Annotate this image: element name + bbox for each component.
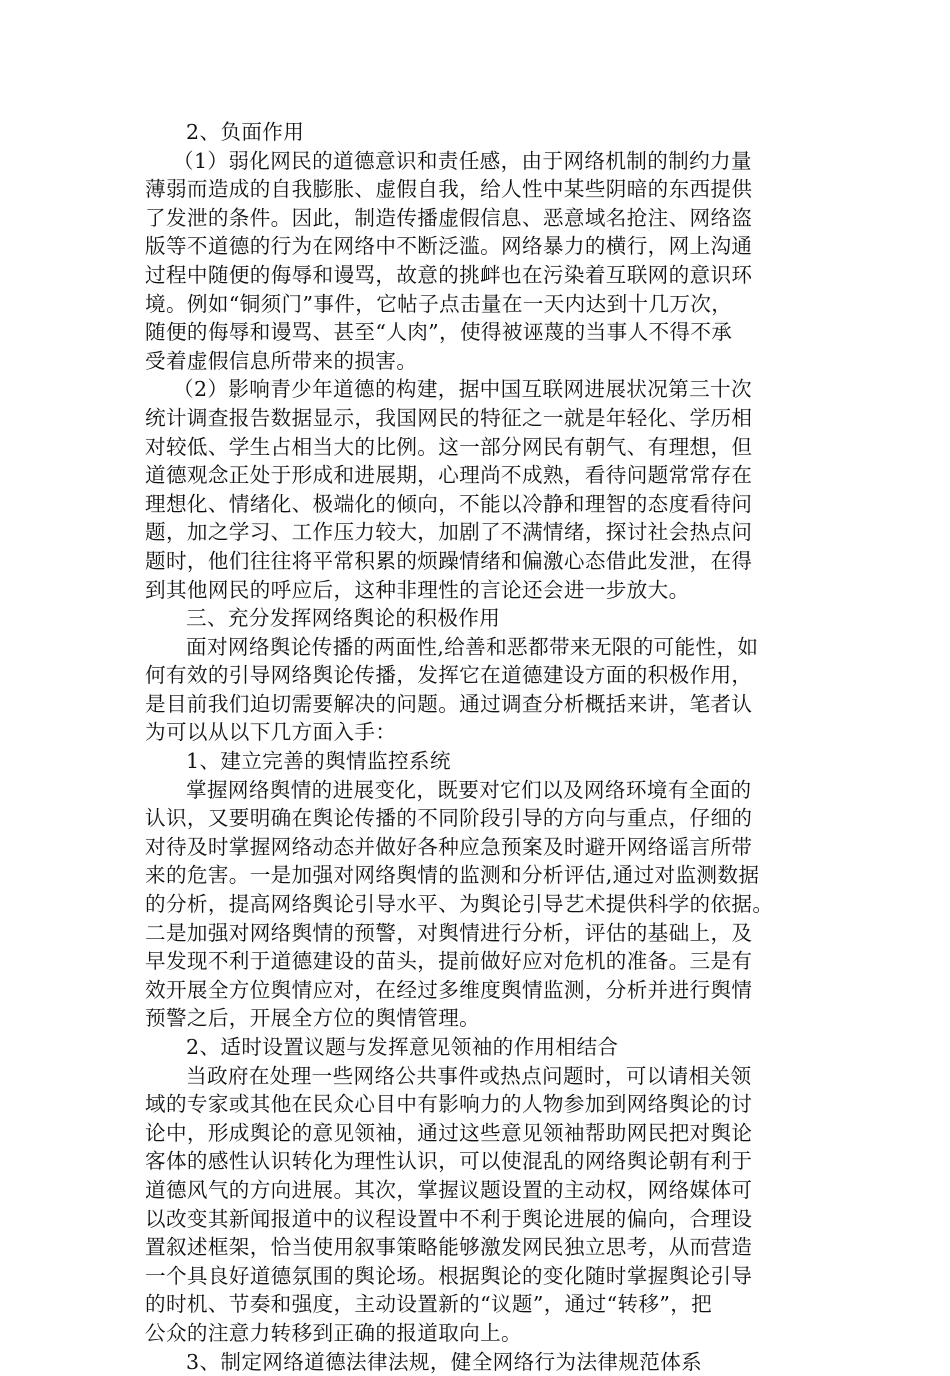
text-line: 过程中随便的侮辱和谩骂，故意的挑衅也在污染着互联网的意识环 — [145, 262, 753, 287]
text-line: 了发泄的条件。因此，制造传播虚假信息、恶意域名抢注、网络盗 — [145, 205, 753, 230]
text-line: 统计调查报告数据显示，我国网民的特征之一就是年轻化、学历相 — [145, 405, 753, 430]
text-line: 当政府在处理一些网络公共事件或热点问题时，可以请相关领 — [186, 1063, 752, 1088]
text-line: 效开展全方位舆情应对，在经过多维度舆情监测，分析并进行舆情 — [145, 977, 753, 1002]
text-line: 掌握网络舆情的进展变化，既要对它们以及网络环境有全面的 — [186, 777, 752, 802]
text-line: 公众的注意力转移到正确的报道取向上。 — [145, 1320, 522, 1345]
text-line: 随便的侮辱和谩骂、甚至“人肉”，使得被诬蔑的当事人不得不承 — [145, 320, 733, 345]
text-line: 一个具良好道德氛围的舆论场。根据舆论的变化随时掌握舆论引导 — [145, 1263, 753, 1288]
text-line: 2、适时设置议题与发挥意见领袖的作用相结合 — [186, 1035, 619, 1059]
text-line: 的分析，提高网络舆论引导水平、为舆论引导艺术提供科学的依据。 — [145, 892, 774, 917]
text-line: （1）弱化网民的道德意识和责任感，由于网络机制的制约力量 — [173, 148, 752, 173]
text-line: 薄弱而造成的自我膨胀、虚假自我，给人性中某些阴暗的东西提供 — [145, 177, 753, 202]
text-line: 认识，又要明确在舆论传播的不同阶段引导的方向与重点，仔细的 — [145, 806, 753, 831]
text-line: 置叙述框架，恰当使用叙事策略能够激发网民独立思考，从而营造 — [145, 1235, 753, 1260]
text-line: 为可以从以下几方面入手： — [145, 720, 397, 745]
text-line: 早发现不利于道德建设的苗头，提前做好应对危机的准备。三是有 — [145, 949, 753, 974]
text-line: 三、充分发挥网络舆论的积极作用 — [186, 606, 501, 631]
text-line: 3、制定网络道德法律法规，健全网络行为法律规范体系 — [186, 1349, 703, 1374]
text-line: 道德观念正处于形成和进展期，心理尚不成熟，看待问题常常存在 — [145, 463, 753, 488]
text-line: 1、建立完善的舆情监控系统 — [186, 749, 451, 774]
body-text — [145, 118, 810, 1376]
text-line: 何有效的引导网络舆论传播，发挥它在道德建设方面的积极作用， — [145, 663, 753, 688]
text-line: 以改变其新闻报道中的议程设置中不利于舆论进展的偏向，合理设 — [145, 1206, 753, 1231]
text-line: 域的专家或其他在民众心目中有影响力的人物参加到网络舆论的讨 — [145, 1092, 753, 1117]
text-line: 版等不道德的行为在网络中不断泛滥。网络暴力的横行，网上沟通 — [145, 234, 753, 259]
text-line: 对待及时掌握网络动态并做好各种应急预案及时避开网络谣言所带 — [145, 834, 753, 859]
text-line: 来的危害。一是加强对网络舆情的监测和分析评估,通过对监测数据 — [145, 863, 760, 888]
text-line: 的时机、节奏和强度，主动设置新的“议题”，通过“转移”，把 — [145, 1292, 713, 1317]
text-line: （2）影响青少年道德的构建，据中国互联网进展状况第三十次 — [173, 377, 752, 402]
text-line: 对较低、学生占相当大的比例。这一部分网民有朝气、有理想，但 — [145, 434, 753, 459]
text-line: 道德风气的方向进展。其次，掌握议题设置的主动权，网络媒体可 — [145, 1177, 753, 1202]
text-line: 预警之后，开展全方位的舆情管理。 — [145, 1006, 481, 1031]
text-line: 理想化、情绪化、极端化的倾向，不能以冷静和理智的态度看待问 — [145, 491, 753, 516]
text-line: 面对网络舆论传播的两面性,给善和恶都带来无限的可能性，如 — [186, 634, 759, 659]
text-line: 客体的感性认识转化为理性认识，可以使混乱的网络舆论朝有利于 — [145, 1149, 753, 1174]
text-line: 题时，他们往往将平常积累的烦躁情绪和偏激心态借此发泄，在得 — [145, 548, 753, 573]
text-line: 受着虚假信息所带来的损害。 — [145, 348, 418, 373]
text-line: 题，加之学习、工作压力较大，加剧了不满情绪，探讨社会热点问 — [145, 520, 753, 545]
text-line: 是目前我们迫切需要解决的问题。通过调查分析概括来讲，笔者认 — [145, 691, 753, 716]
text-line: 论中，形成舆论的意见领袖，通过这些意见领袖帮助网民把对舆论 — [145, 1120, 753, 1145]
text-line: 2、负面作用 — [186, 120, 305, 144]
text-line: 二是加强对网络舆情的预警，对舆情进行分析，评估的基础上，及 — [145, 920, 753, 945]
text-line: 到其他网民的呼应后，这种非理性的言论还会进一步放大。 — [145, 577, 690, 602]
text-line: 境。例如“铜须门”事件，它帖子点击量在一天内达到十几万次， — [145, 291, 733, 316]
